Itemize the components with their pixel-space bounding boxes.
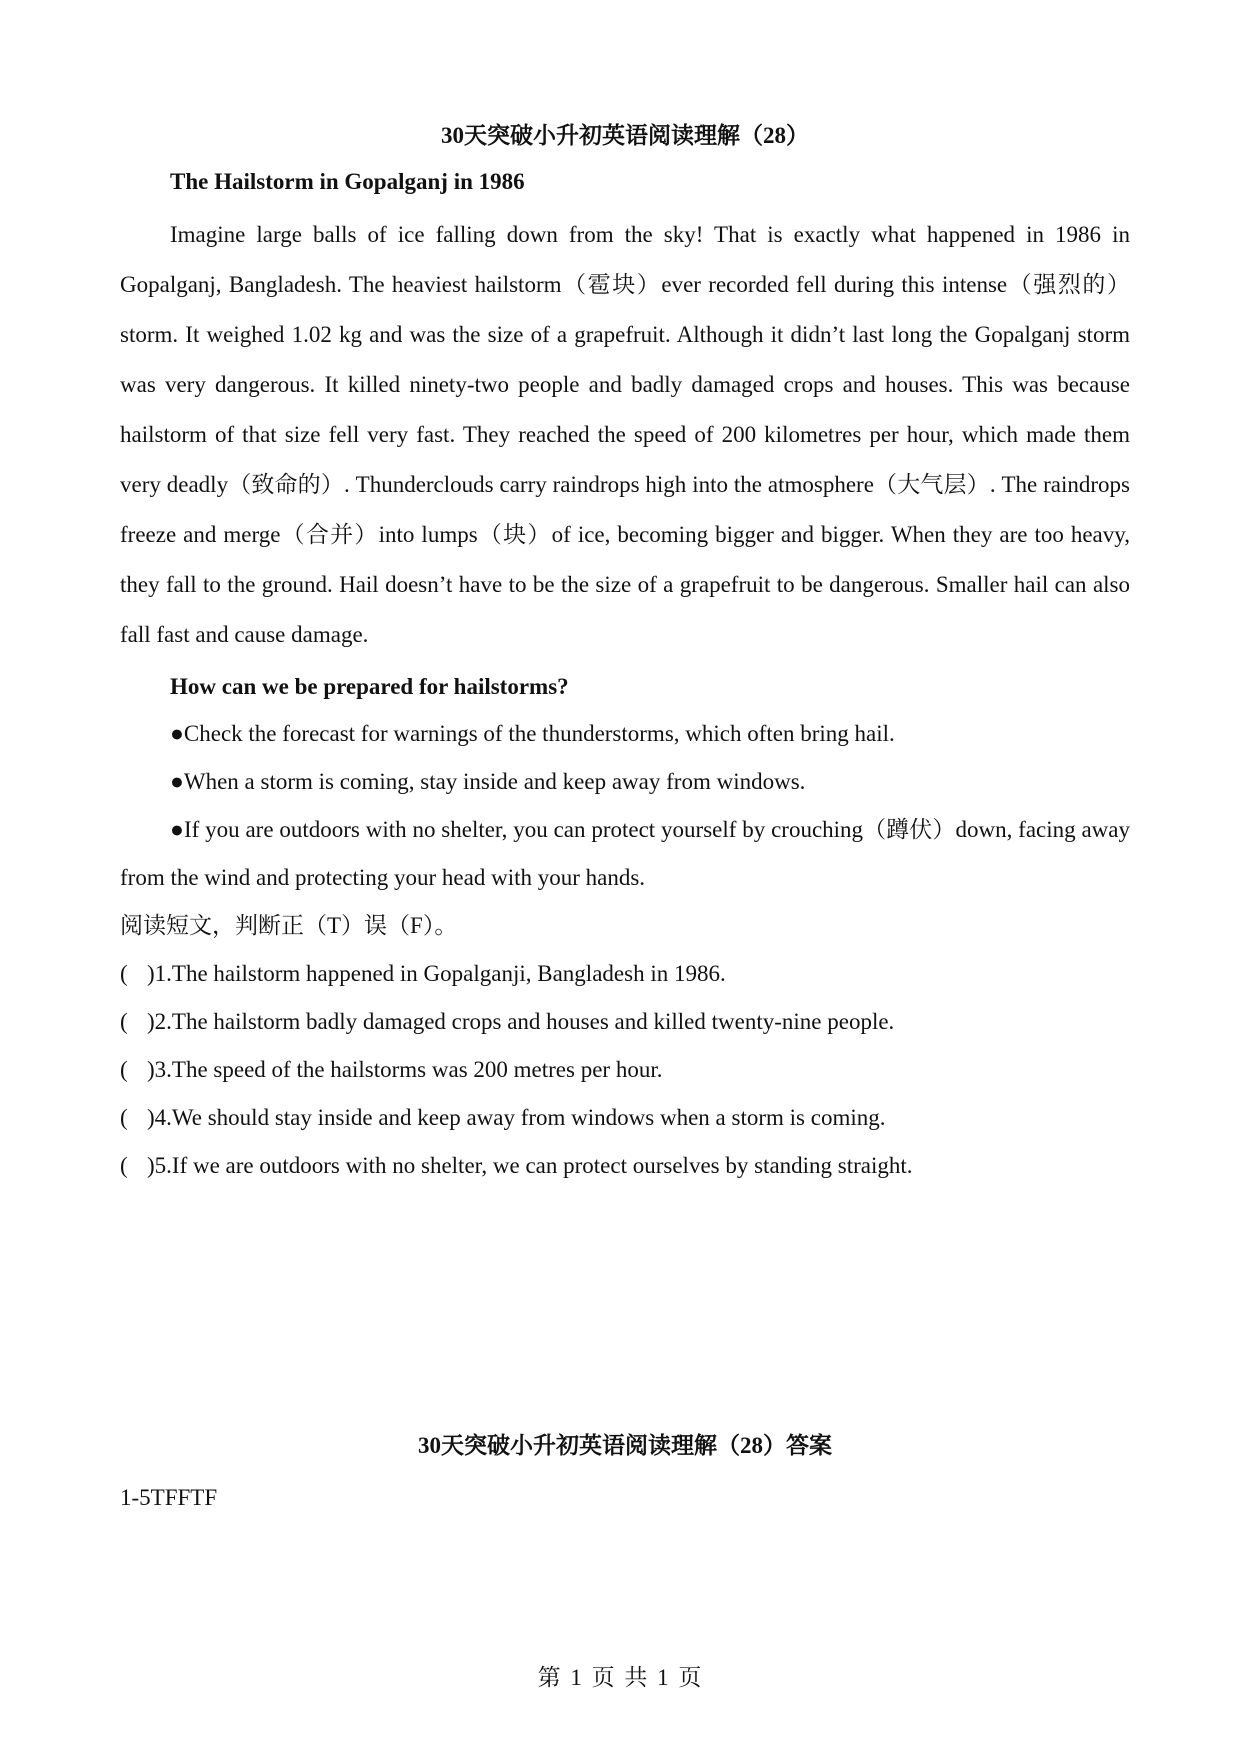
page-title: 30天突破小升初英语阅读理解（28） [441,123,809,148]
main-content [120,118,1130,1190]
question-text: )2.The hailstorm badly damaged crops and houses and killed twenty-nine people. [147,1009,895,1034]
page-footer: 第 1 页 共 1 页 [537,1665,704,1690]
tip-item: ●When a storm is coming, stay inside and keep away from windows. [170,769,806,794]
answer-blank: ( [120,1009,128,1034]
question-text: )3.The speed of the hailstorms was 200 metres per hour. [147,1057,663,1082]
passage-text: Imagine large balls of ice falling down from the sky! That is exactly what happened in 1986 in Gopalganj, Bangladesh. The heaviest hailstorm（雹块）ever recorded fell during this intense（强烈的）storm. It weighed 1.02 kg and was the size of a grapefruit. Although it didn’t last long the Gopalganj storm was very dangerous. It killed ninety-two people and badly damaged crops and houses. This was because hailstorm of that size fell very fast. They reached the speed of 200 kilometres per hour, which made them very deadly（致命的）. Thunderclouds carry raindrops high into the atmosphere（大气层）. The raindrops freeze and merge（合并）into lumps（块）of ice, becoming bigger and bigger. When they are too heavy, they fall to the ground. Hail doesn’t have to be the size of a grapefruit to be dangerous. Smaller hail can also fall fast and cause damage. [120,222,1130,647]
question-text: )5.If we are outdoors with no shelter, we can protect ourselves by standing straight. [147,1153,913,1178]
tip-item: ●Check the forecast for warnings of the thunderstorms, which often bring hail. [170,721,895,746]
question-item [120,998,1130,1046]
answer-blank: ( [120,961,128,986]
question-item [120,1142,1130,1190]
tip-item: ●If you are outdoors with no shelter, you can protect yourself by crouching（蹲伏）down, facing away from the wind and protecting your head with your hands. [120,817,1130,890]
prepare-heading: How can we be prepared for hailstorms? [170,674,569,699]
question-text: )1.The hailstorm happened in Gopalganji, Bangladesh in 1986. [147,961,726,986]
answer-title: 30天突破小升初英语阅读理解（28）答案 [418,1433,832,1458]
answer-blank: ( [120,1057,128,1082]
passage-title: The Hailstorm in Gopalganj in 1986 [170,169,525,194]
answer-key: 1-5TFFTF [120,1485,218,1510]
answer-blank: ( [120,1105,128,1130]
answer-blank: ( [120,1153,128,1178]
question-text: )4.We should stay inside and keep away from windows when a storm is coming. [147,1105,886,1130]
question-item [120,1094,1130,1142]
instruction-text: 阅读短文，判断正（T）误（F）。 [120,913,458,938]
question-item [120,1046,1130,1094]
question-item [120,950,1130,998]
